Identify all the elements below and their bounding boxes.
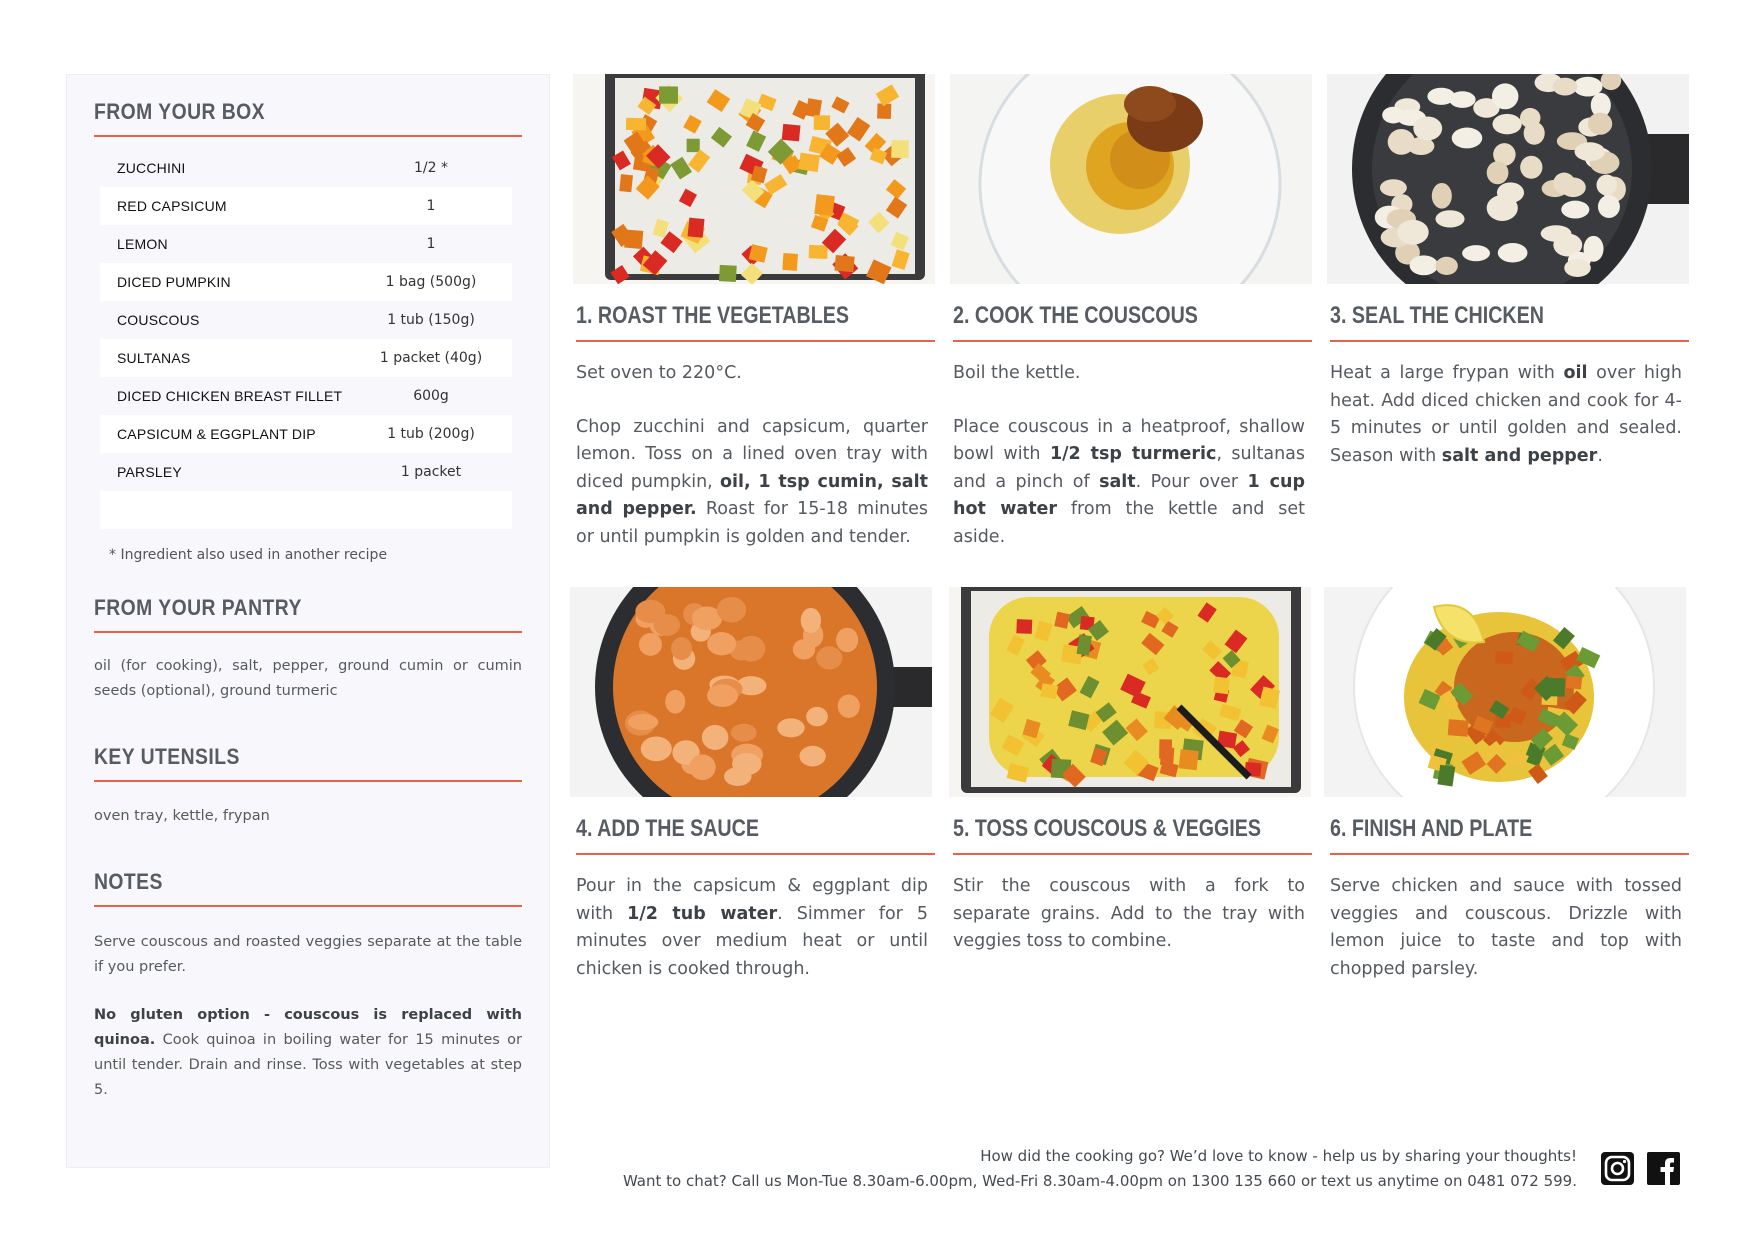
step-instructions [953,873,1305,956]
ingredient-quantity: 1/2 * [414,160,448,176]
ingredient-quantity: 1 tub (200g) [387,426,475,442]
ingredient-name: CAPSICUM & EGGPLANT DIP [117,426,316,442]
step-title: 3. SEAL THE CHICKEN [1330,302,1544,329]
ingredient-row [100,415,512,453]
step-ingredient-bold: 1 cup hot water [953,471,1306,519]
ingredient-name: ZUCCHINI [117,160,186,176]
step-text: Stir the couscous with a fork to separate grains. Add to the tray with veggies toss to combine. [953,876,1305,951]
notes-heading: NOTES [94,869,163,894]
step-ingredient-bold: salt [1099,471,1136,492]
ingredient-name: SULTANAS [117,350,191,366]
ingredient-row [100,225,512,263]
notes-text-1: Serve couscous and roasted veggies separate at the table if you prefer. [94,934,522,975]
ingredient-row [100,149,512,187]
step-title: 6. FINISH AND PLATE [1330,815,1533,842]
step-rule [576,340,935,342]
feedback-footer [623,1144,1577,1194]
step-text: Chop zucchini and capsicum, quarter lemon. Toss on a lined oven tray with diced pumpkin, [576,416,928,492]
step-text: . [1597,445,1603,466]
feedback-line: How did the cooking go? We’d love to know - help us by sharing your thoughts! [980,1147,1577,1165]
notes-text-2 [94,1003,522,1103]
step-text: . Pour over [1135,471,1248,492]
step-body [1330,873,1682,1009]
step-title: 1. ROAST THE VEGETABLES [576,302,850,329]
couscous-tray-photo [949,587,1311,797]
heading-rule [94,905,522,907]
ingredient-name: DICED CHICKEN BREAST FILLET [117,388,343,404]
no-gluten-text: Cook quinoa in boiling water for 15 minutes or until tender. Drain and rinse. Toss with vegetables at step 5. [94,1032,522,1098]
step-instructions [1330,873,1682,983]
heading-rule [94,780,522,782]
step-rule [576,853,935,855]
ingredient-quantity: 1 [426,236,436,252]
contact-line: Want to chat? Call us Mon-Tue 8.30am-6.00pm, Wed-Fri 8.30am-4.00pm on 1300 135 660 or text us anytime on 0481 072 599. [622,1172,1577,1190]
from-your-box-heading: FROM YOUR BOX [94,99,266,124]
step-ingredient-bold: 1/2 tub water [627,903,778,924]
step-rule [953,853,1312,855]
no-gluten-label: No gluten option - couscous is replaced with quinoa. [94,1007,522,1048]
facebook-icon[interactable] [1646,1151,1681,1186]
ingredient-row [100,377,512,415]
step-text: Roast for 15-18 minutes or until pumpkin is golden and tender. [576,499,928,547]
ingredient-quantity: 1 tub (150g) [387,312,475,328]
step-text: Pour in the capsicum & eggplant dip with [576,876,928,924]
ingredients-table [100,149,512,529]
step-body [576,873,928,1009]
step-title: 2. COOK THE COUSCOUS [953,302,1198,329]
ingredient-name: DICED PUMPKIN [117,274,231,290]
ingredient-row [100,263,512,301]
ingredient-footnote: * Ingredient also used in another recipe [109,547,388,563]
step-text: over high heat. Add diced chicken and cook for 4-5 minutes or until golden and sealed. Season with [1330,363,1682,466]
step-title: 4. ADD THE SAUCE [576,815,759,842]
roasted-vegetables-photo [573,74,935,284]
ingredient-quantity: 1 packet (40g) [379,350,483,366]
ingredient-name: PARSLEY [117,464,182,480]
from-your-pantry-heading: FROM YOUR PANTRY [94,595,302,620]
ingredient-name: COUSCOUS [117,312,200,328]
step-rule [1330,853,1689,855]
ingredient-name: RED CAPSICUM [117,198,227,214]
ingredients-sidebar [66,74,550,1168]
ingredient-row [100,187,512,225]
plated-dish-photo [1324,587,1686,797]
step-intro: Boil the kettle. [953,363,1081,383]
ingredient-row [100,301,512,339]
step-title: 5. TOSS COUSCOUS & VEGGIES [953,815,1262,842]
couscous-bowl-photo [950,74,1312,284]
step-ingredient-bold: oil [1563,363,1588,383]
pantry-text: oil (for cooking), salt, pepper, ground cumin or cumin seeds (optional), ground turmeric [94,658,522,699]
heading-rule [94,135,522,137]
ingredient-row [100,339,512,377]
step-text: , sultanas and a pinch of [953,444,1305,492]
chicken-sauce-photo [570,587,932,797]
chicken-frypan-photo [1327,74,1689,284]
step-rule [953,340,1312,342]
step-body [953,873,1305,982]
instagram-icon[interactable] [1600,1151,1635,1186]
ingredient-quantity: 1 bag (500g) [385,274,477,290]
step-text: Place couscous in a heatproof, shallow bowl with [953,416,1305,464]
step-ingredient-bold: salt and pepper [1441,445,1598,466]
ingredient-quantity: 1 [426,198,436,214]
step-instructions [576,873,928,983]
step-text: Serve chicken and sauce with tossed veggies and couscous. Drizzle with lemon juice to taste and top with chopped parsley. [1330,876,1682,979]
ingredient-quantity: 600g [413,388,449,404]
ingredient-row [100,453,512,491]
step-instructions [1330,360,1682,470]
step-body [953,360,1305,577]
step-ingredient-bold: oil, 1 tsp cumin, salt and pepper. [576,471,928,519]
step-intro: Set oven to 220°C. [576,363,742,383]
step-text: from the kettle and set aside. [953,499,1305,547]
step-instructions [953,414,1305,552]
step-text: Heat a large frypan with [1330,363,1564,383]
utensils-text: oven tray, kettle, frypan [94,808,270,824]
key-utensils-heading: KEY UTENSILS [94,744,240,769]
ingredient-quantity: 1 packet [400,464,462,480]
heading-rule [94,631,522,633]
step-instructions [576,414,928,552]
step-text: . Simmer for 5 minutes over medium heat or until chicken is cooked through. [576,903,928,979]
step-rule [1330,340,1689,342]
step-ingredient-bold: 1/2 tsp turmeric [1049,444,1217,464]
ingredient-row-empty [100,491,512,529]
step-body [1330,360,1682,496]
step-body [576,360,928,577]
ingredient-name: LEMON [117,236,168,252]
